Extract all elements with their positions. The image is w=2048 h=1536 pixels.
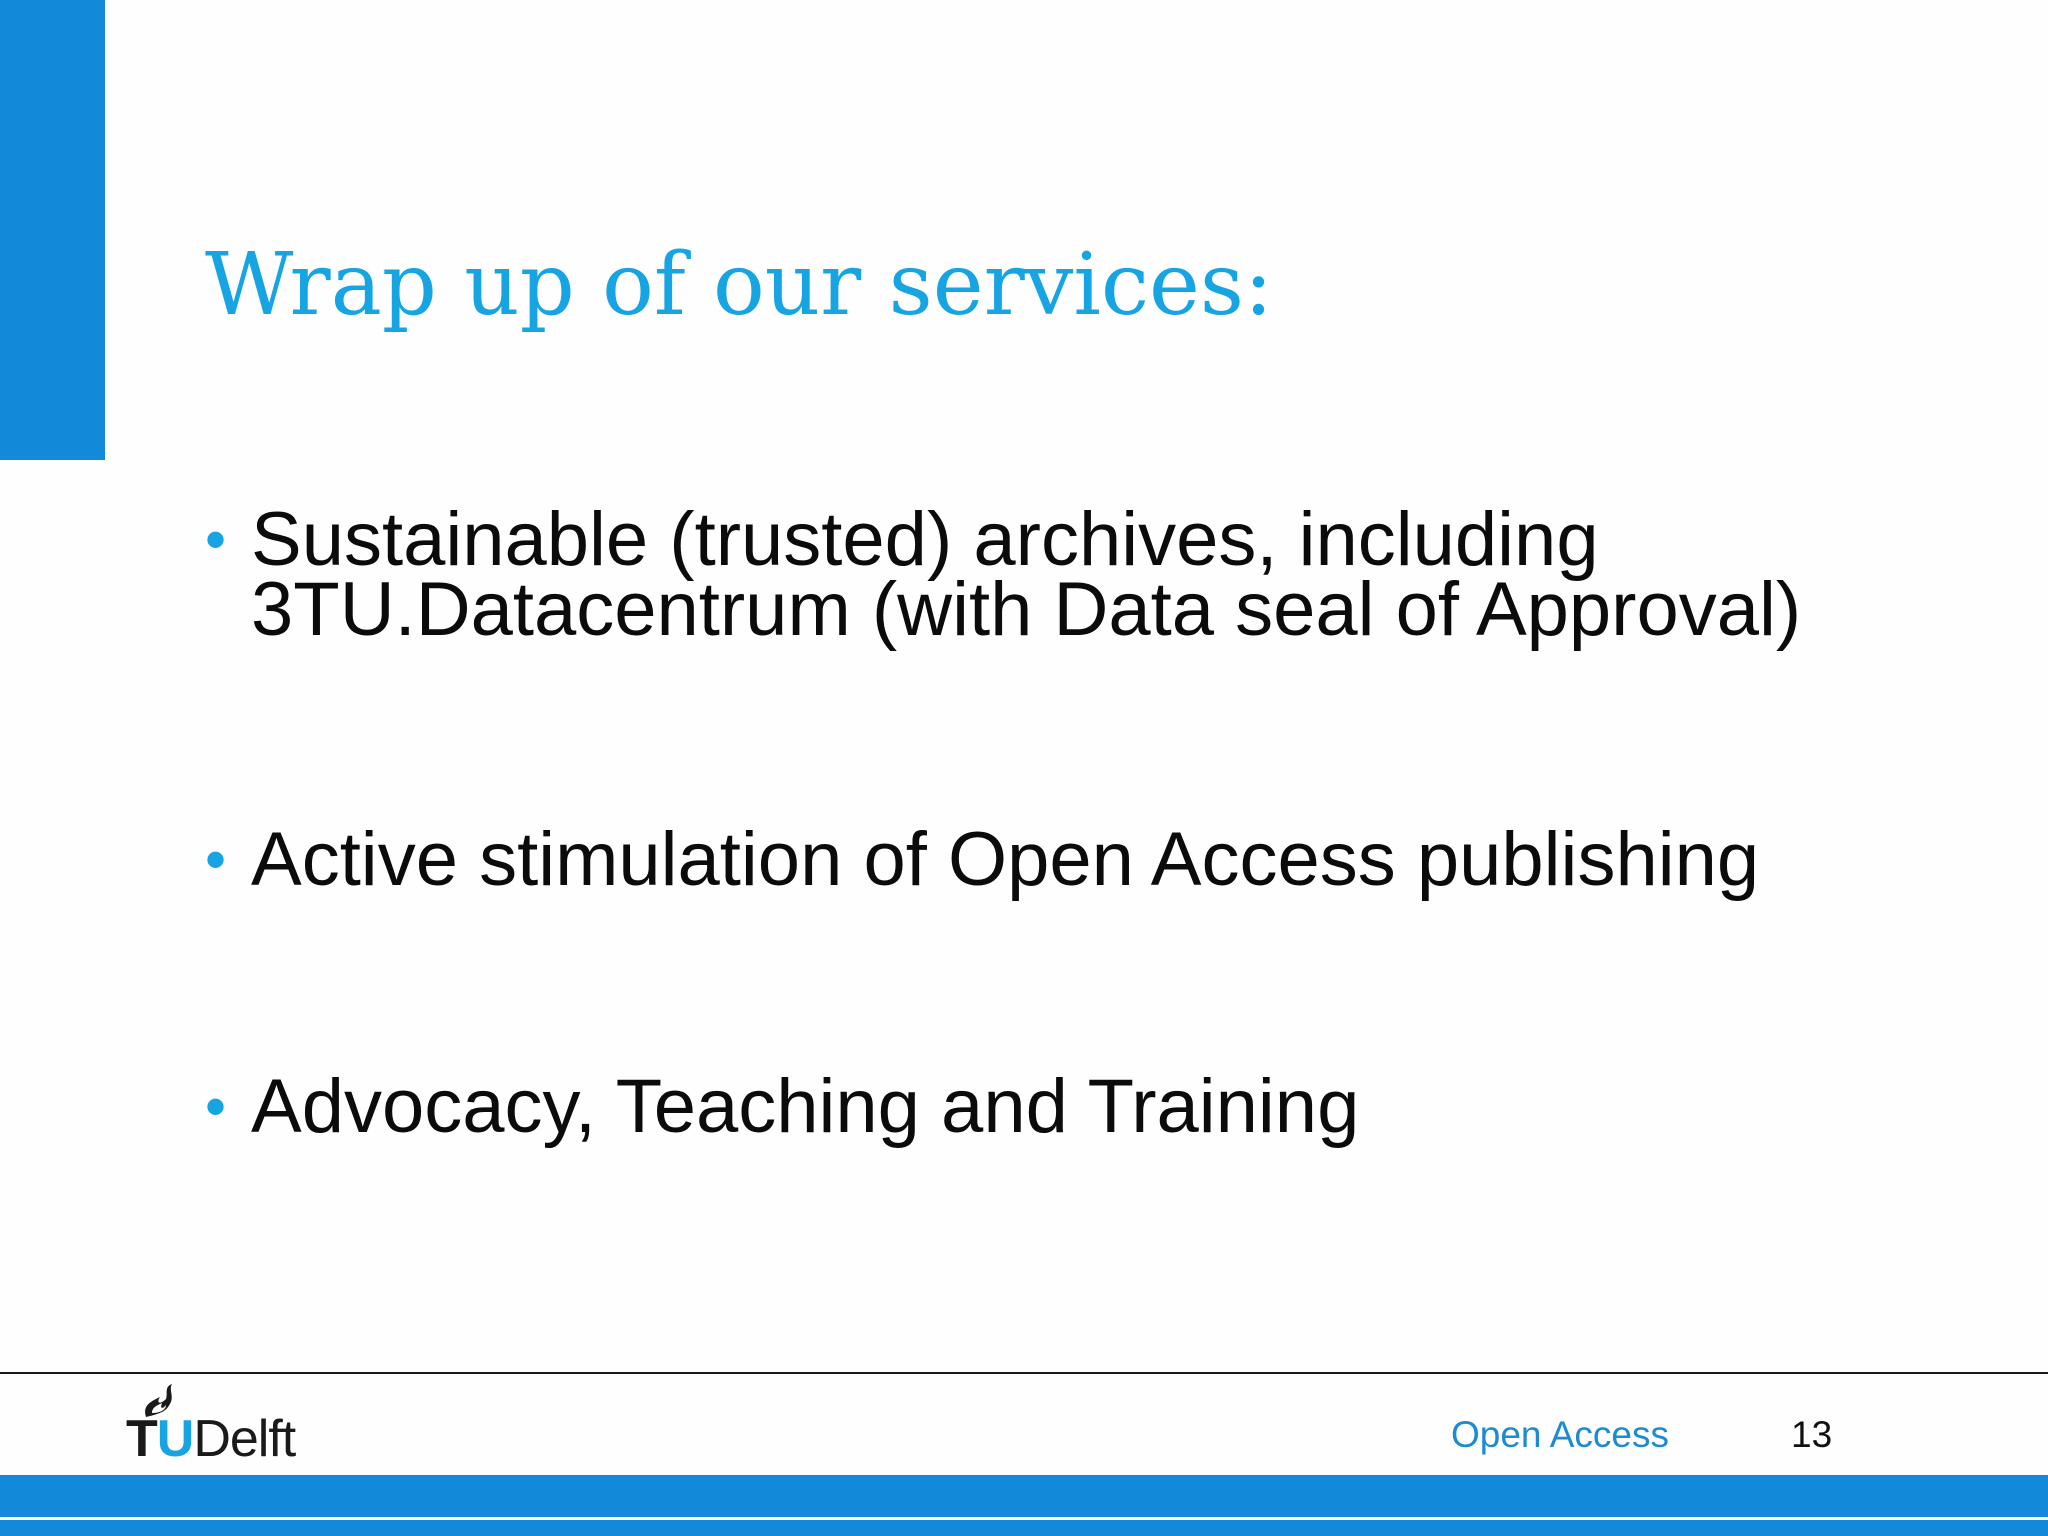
footer-divider (0, 1372, 2048, 1374)
bullet-text: Active stimulation of Open Access publishing (251, 817, 1760, 902)
bullet-marker: • (205, 1073, 227, 1140)
bullet-item (205, 817, 1985, 902)
page-number: 13 (1791, 1414, 1833, 1455)
bullet-item (205, 1064, 1985, 1149)
bottom-accent-strip (0, 1520, 2048, 1536)
bullet-marker: • (205, 506, 227, 573)
bullet-item (205, 497, 1985, 652)
side-accent-bar (0, 0, 105, 460)
bullet-marker: • (205, 826, 227, 893)
logo-letter-u: U (156, 1410, 194, 1468)
bottom-accent-band (0, 1475, 2048, 1517)
logo-letter-t: T (126, 1410, 157, 1468)
tu-delft-logo (126, 1383, 336, 1468)
slide-title: Wrap up of our services: (205, 235, 1274, 335)
logo-word-delft: Delft (193, 1410, 296, 1468)
bullet-text: Advocacy, Teaching and Training (251, 1064, 1360, 1149)
footer-label: Open Access (1451, 1414, 1670, 1455)
logo-wordmark (126, 1411, 295, 1467)
bullet-text: Sustainable (trusted) archives, including 3TU.Datacentrum (with Data seal of Approval) (251, 497, 1802, 652)
